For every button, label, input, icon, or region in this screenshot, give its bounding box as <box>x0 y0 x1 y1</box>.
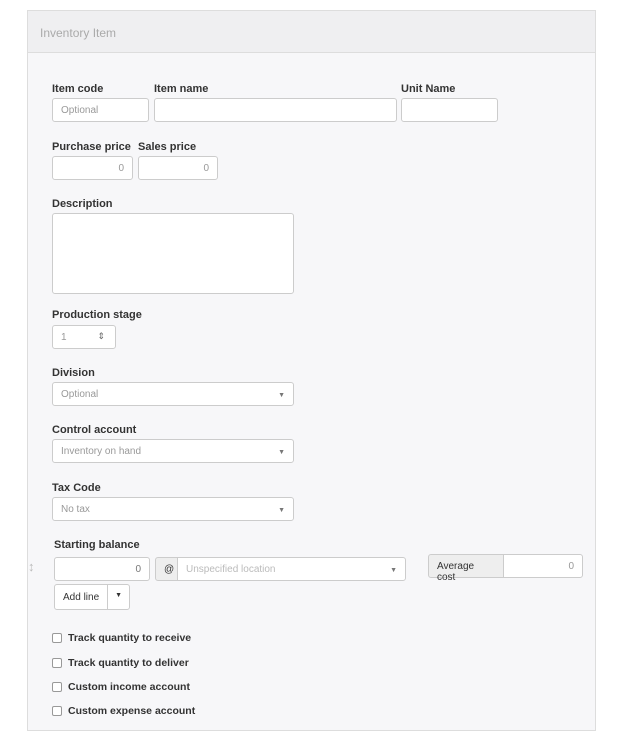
production-stage-value: 1 <box>61 332 67 343</box>
add-line-dropdown[interactable]: ▼ <box>115 592 123 599</box>
drag-handle-icon[interactable]: ↕ <box>28 559 35 574</box>
item-code-input[interactable]: Optional <box>52 98 149 122</box>
purchase-price-label: Purchase price <box>52 141 131 153</box>
control-account-value: Inventory on hand <box>61 446 142 457</box>
checkbox-label: Track quantity to receive <box>68 632 192 644</box>
production-stage-label: Production stage <box>52 309 142 321</box>
chevron-down-icon: ▼ <box>278 507 285 514</box>
item-name-label: Item name <box>154 83 209 95</box>
description-textarea[interactable] <box>52 213 294 294</box>
chevron-down-icon: ▼ <box>390 567 397 574</box>
item-code-label: Item code <box>52 83 104 95</box>
custom-income-checkbox[interactable] <box>52 681 190 693</box>
division-value: Optional <box>61 389 99 400</box>
checkbox-label: Track quantity to deliver <box>68 657 189 669</box>
custom-expense-checkbox[interactable] <box>52 705 195 717</box>
checkbox-icon[interactable] <box>52 658 62 668</box>
division-select[interactable] <box>52 382 294 406</box>
sales-price-label: Sales price <box>138 141 197 153</box>
checkbox-label: Custom expense account <box>68 705 196 717</box>
add-line-button[interactable]: Add line <box>55 585 108 609</box>
chevron-down-icon: ▼ <box>278 392 285 399</box>
inventory-item-panel <box>27 10 596 731</box>
average-cost-label: Average cost <box>428 554 504 578</box>
unit-name-input[interactable] <box>401 98 498 122</box>
panel-title: Inventory Item <box>28 11 595 53</box>
starting-qty-input[interactable]: 0 <box>54 557 150 581</box>
tax-code-select[interactable] <box>52 497 294 521</box>
production-stage-input[interactable] <box>52 325 116 349</box>
spinner-icon[interactable]: ⇕ <box>97 331 105 341</box>
tax-code-value: No tax <box>61 504 90 515</box>
checkbox-label: Custom income account <box>68 681 190 693</box>
add-line-button-group <box>54 584 130 610</box>
track-receive-checkbox[interactable] <box>52 632 191 644</box>
location-select[interactable] <box>177 557 406 581</box>
chevron-down-icon: ▼ <box>278 449 285 456</box>
at-addon: @ <box>155 557 178 581</box>
checkbox-icon[interactable] <box>52 633 62 643</box>
item-name-input[interactable] <box>154 98 397 122</box>
checkbox-icon[interactable] <box>52 682 62 692</box>
description-label: Description <box>52 198 113 210</box>
track-deliver-checkbox[interactable] <box>52 657 189 669</box>
unit-name-label: Unit Name <box>401 83 456 95</box>
sales-price-input[interactable]: 0 <box>138 156 218 180</box>
control-account-label: Control account <box>52 424 137 436</box>
starting-balance-label: Starting balance <box>54 539 140 551</box>
checkbox-icon[interactable] <box>52 706 62 716</box>
purchase-price-input[interactable]: 0 <box>52 156 133 180</box>
control-account-select[interactable] <box>52 439 294 463</box>
division-label: Division <box>52 367 95 379</box>
average-cost-input[interactable]: 0 <box>503 554 583 578</box>
location-value: Unspecified location <box>186 564 276 575</box>
tax-code-label: Tax Code <box>52 482 101 494</box>
